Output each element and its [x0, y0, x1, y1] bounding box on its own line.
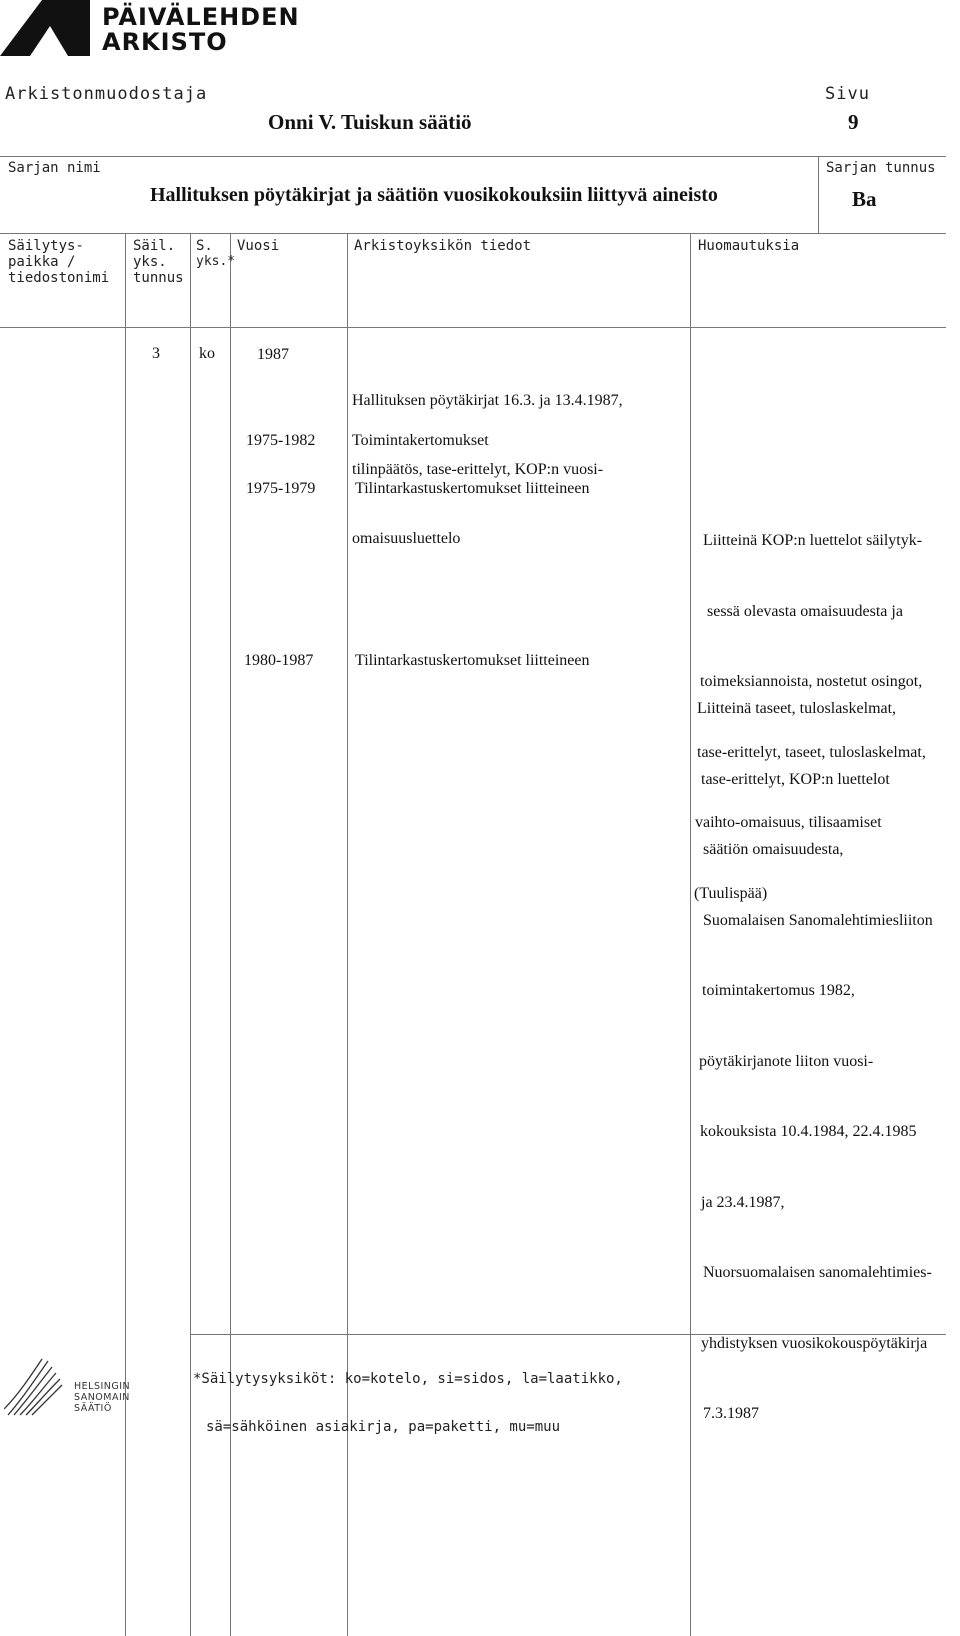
foundation-logo-text: HELSINGIN SANOMAIN SÄÄTIÖ — [74, 1381, 131, 1414]
table-row-remarks: Liitteinä taseet, tuloslaskelmat, tase-erittelyt, KOP:n luettelot säätiön omaisuudesta, Suomalaisen Sanomalehtimiesliiton toimintakertomus 1982, pöytäkirjanote liiton vuosi- kokouksista 10.4.1984, 22.4.1985 ja 23.4.1987, Nuorsuomalaisen sanomalehtimies- yhdistyksen vuosikokouspöytäkirja 7.3.1987 — [697, 700, 933, 1422]
column-header-remarks: Huomautuksia — [698, 238, 800, 254]
page-number: 9 — [848, 110, 859, 134]
column-header-location: Säilytys- paikka / tiedostonimi — [8, 238, 110, 286]
table-row-info: Tilintarkastuskertomukset liitteineen — [355, 480, 590, 497]
unit-type-legend: *Säilytysyksiköt: ko=kotelo, si=sidos, la=laatikko, sä=sähköinen asiakirja, pa=paketti, mu=muu — [193, 1371, 623, 1435]
logo-line-1: PÄIVÄLEHDEN — [102, 3, 300, 31]
table-row-remarks: Liitteinä KOP:n luettelot säilytyk- sessä olevasta omaisuudesta ja toimeksiannoista, nostetut osingot, tase-erittelyt, taseet, tuloslaskelmat, vaihto-omaisuus, tilisaamiset (Tuulispää) — [694, 532, 926, 902]
table-row-info: Tilintarkastuskertomukset liitteineen — [355, 652, 590, 669]
table-row-unit-id: 3 — [152, 345, 160, 362]
table-row-info: Toimintakertomukset — [352, 432, 489, 449]
column-header-unit-type: S. yks.* — [196, 238, 236, 269]
column-header-year: Vuosi — [237, 238, 280, 254]
archive-former-value: Onni V. Tuiskun säätiö — [268, 110, 472, 134]
table-row-year: 1980-1987 — [244, 652, 314, 669]
paivalehden-arkisto-logo — [0, 0, 300, 56]
series-id-label: Sarjan tunnus — [826, 160, 936, 176]
series-id-value: Ba — [852, 187, 877, 211]
column-header-info: Arkistoyksikön tiedot — [354, 238, 532, 254]
page-label: Sivu — [825, 84, 870, 104]
table-row-year: 1987 — [257, 346, 289, 363]
archive-former-label: Arkistonmuodostaja — [5, 84, 208, 104]
column-header-unit-id: Säil. yks. tunnus — [133, 238, 184, 286]
archive-logo-icon — [0, 0, 90, 56]
table-row-unit-type: ko — [199, 345, 215, 362]
series-name-label: Sarjan nimi — [8, 160, 101, 176]
foundation-logo-icon — [4, 1357, 64, 1417]
series-name-value: Hallituksen pöytäkirjat ja säätiön vuosikokouksiin liittyvä aineisto — [150, 184, 718, 206]
logo-line-2: ARKISTO — [102, 28, 228, 56]
table-row-year: 1975-1982 — [246, 432, 316, 449]
table-row-info: Hallituksen pöytäkirjat 16.3. ja 13.4.1987, tilinpäätös, tase-erittelyt, KOP:n vuosi- omaisuusluettelo — [352, 392, 623, 547]
helsingin-sanomain-saatio-logo — [4, 1357, 154, 1417]
table-row-year: 1975-1979 — [246, 480, 316, 497]
